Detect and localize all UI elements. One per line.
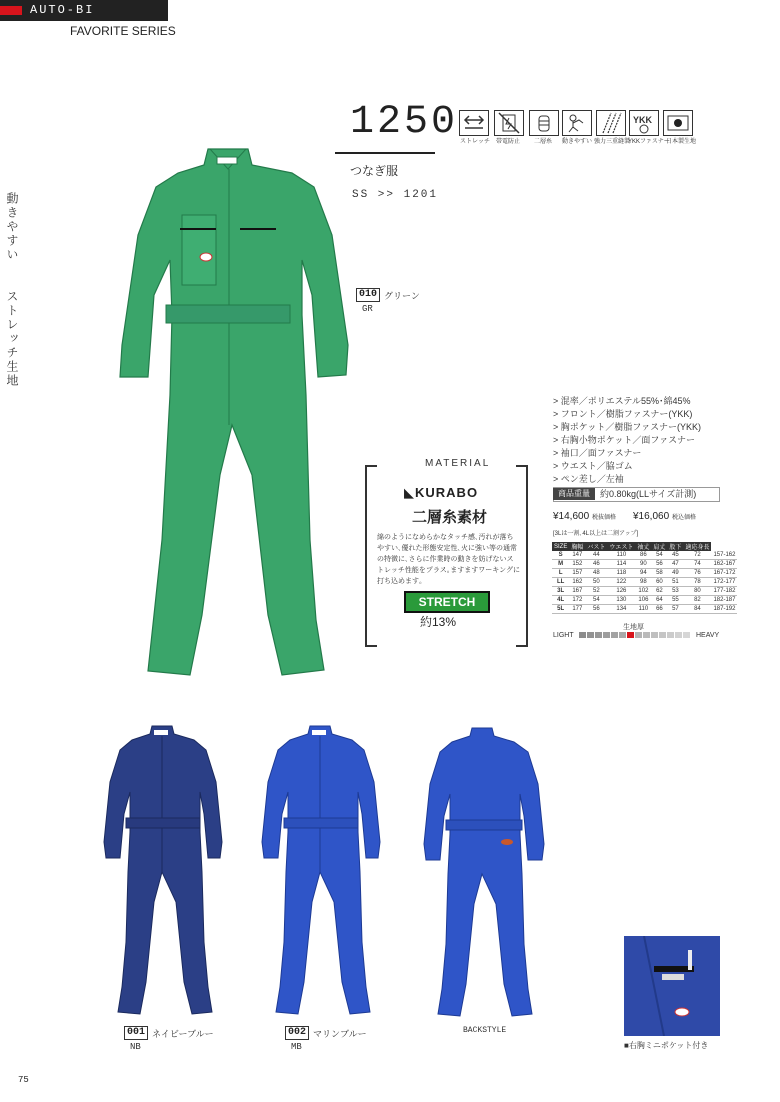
size-table-cell: 157-162 (713, 552, 736, 558)
size-table-cell: 54 (651, 551, 667, 560)
size-table-row (552, 587, 737, 596)
size-table-cell: 98 (635, 578, 651, 587)
double-yarn-icon (529, 110, 559, 136)
size-table-cell: 167 (569, 587, 585, 596)
size-table-cell: 110 (607, 551, 635, 560)
size-table-cell: 52 (585, 587, 607, 596)
navy-coverall-image (96, 722, 228, 1022)
thickness-light: LIGHT (553, 632, 574, 639)
size-table-header: SIZE 胸幅 バスト ウエスト 袖丈 肩丈 股下 適応身長 (554, 543, 710, 551)
size-table-cell: 78 (683, 578, 711, 587)
easy-move-icon (562, 110, 592, 136)
size-table-cell: 72 (683, 551, 711, 560)
thickness-segment (667, 632, 674, 638)
size-table-cell: LL (552, 578, 569, 587)
size-table-cell: 147 (569, 551, 585, 560)
size-table-row (552, 605, 737, 614)
ykk-icon-label: YKKファスナー (628, 139, 670, 145)
size-table-cell: 157 (569, 569, 585, 578)
header-accent (0, 6, 22, 15)
price-tax-included: ¥16,060 税込価格 (633, 511, 696, 522)
size-table-cell: 82 (683, 596, 711, 605)
size-table-cell: L (552, 569, 569, 578)
ykk-icon (629, 110, 659, 136)
weight-value: 約0.80kg(LLサイズ計測) (600, 489, 697, 499)
size-table-cell: 56 (585, 605, 607, 614)
thickness-segment (579, 632, 586, 638)
size-table-cell: 84 (683, 605, 711, 614)
series-title: FAVORITE SERIES (70, 24, 176, 38)
size-table-cell: 74 (683, 560, 711, 569)
size-table-cell: 172-177 (713, 579, 736, 585)
size-table-cell: 102 (635, 587, 651, 596)
size-table-cell: 76 (683, 569, 711, 578)
color-abbr-nb: NB (130, 1042, 141, 1052)
thickness-segment (587, 632, 594, 638)
color-code-gr: 010 (356, 288, 380, 302)
thickness-segment (675, 632, 682, 638)
color-code-nb: 001 (124, 1026, 148, 1040)
page-number: 75 (18, 1075, 29, 1085)
size-table-cell: 66 (651, 605, 667, 614)
size-table-cell: 130 (607, 596, 635, 605)
size-table-cell: 46 (585, 560, 607, 569)
japan-flag-icon (663, 110, 693, 136)
size-table-cell: 64 (651, 596, 667, 605)
side-text-stretch: ストレッチ生地 (5, 290, 19, 388)
size-table-cell: 162 (569, 578, 585, 587)
size-table-cell: 3L (552, 587, 569, 596)
size-table-cell: 162-167 (713, 561, 736, 567)
thickness-segment (595, 632, 602, 638)
size-table-cell: 126 (607, 587, 635, 596)
color-code-mb: 002 (285, 1026, 309, 1040)
weight-label: 商品重量 (553, 488, 595, 500)
related-product: SS >> 1201 (352, 189, 439, 201)
size-table-cell: 55 (667, 596, 683, 605)
size-table-cell: 167-172 (713, 570, 736, 576)
size-table-cell: 118 (607, 569, 635, 578)
easy-move-icon-label: 動きやすい (562, 139, 593, 145)
strength-icon-label: 強力三重縫製 (594, 139, 631, 145)
material-description: 綿のようになめらかなタッチ感､汚れが落ちやすい､優れた形態安定性､火に強い等の通常の特徴に､さらに作業時の動きを妨げないストレッチ性能をプラス｡ますますワーキングに打ち込めます｡ (377, 534, 521, 585)
size-table-cell: 53 (667, 587, 683, 596)
strength-icon (596, 110, 626, 136)
thickness-scale (579, 632, 691, 638)
size-table-cell: 58 (651, 569, 667, 578)
size-table-cell: 50 (585, 578, 607, 587)
size-table-cell: 90 (635, 560, 651, 569)
antistatic-icon (494, 110, 524, 136)
thickness-segment (683, 632, 690, 638)
spec-item: > 袖口／面ファスナー (553, 448, 642, 458)
size-table-cell: 57 (667, 605, 683, 614)
size-table-cell: 45 (667, 551, 683, 560)
size-table-cell: 48 (585, 569, 607, 578)
mini-pocket-photo (624, 936, 720, 1036)
material-title: MATERIAL (425, 458, 491, 469)
size-table-cell: 47 (667, 560, 683, 569)
thickness-segment (643, 632, 650, 638)
color-name-mb: マリンブルー (313, 1029, 367, 1039)
size-table-cell: 152 (569, 560, 585, 569)
backstyle-label: BACKSTYLE (463, 1026, 507, 1035)
thickness-segment (603, 632, 610, 638)
spec-item: > 混率／ポリエステル55%･綿45% (553, 396, 691, 406)
product-number: 1250 (350, 100, 459, 145)
size-table-row (552, 596, 737, 605)
thickness-segment (635, 632, 642, 638)
size-table-cell: 110 (635, 605, 651, 614)
color-abbr-gr: GR (362, 304, 373, 314)
size-table-cell: 106 (635, 596, 651, 605)
spec-item: > ペン差し／左袖 (553, 474, 624, 484)
kurabo-logo: ◣KURABO (404, 485, 479, 500)
price-tax-excluded: ¥14,600 税抜価格 (553, 511, 616, 522)
size-table-cell: 182-187 (713, 597, 736, 603)
size-table-cell: 94 (635, 569, 651, 578)
size-table-cell: 5L (552, 605, 569, 614)
size-table-row (552, 551, 737, 560)
size-table-row (552, 569, 737, 578)
size-table-cell: 177-182 (713, 588, 736, 594)
side-text-movement: 動きやすい (5, 192, 19, 262)
thickness-title: 生地厚 (623, 624, 644, 631)
stretch-percentage: 約13% (420, 615, 457, 629)
thickness-segment (651, 632, 658, 638)
size-table-cell: 44 (585, 551, 607, 560)
size-table-cell: 56 (651, 560, 667, 569)
size-table-cell: 177 (569, 605, 585, 614)
stretch-icon-label: ストレッチ (460, 139, 490, 145)
material-frame-left (365, 465, 377, 647)
thickness-heavy: HEAVY (696, 632, 720, 639)
size-table-cell: 86 (635, 551, 651, 560)
size-table-cell: 51 (667, 578, 683, 587)
stretch-icon (459, 110, 489, 136)
size-table-cell: 114 (607, 560, 635, 569)
brand-name: AUTO-BI (30, 3, 95, 17)
double-yarn-icon-label: 二層糸 (534, 139, 553, 145)
size-table-cell: 80 (683, 587, 711, 596)
size-table (552, 542, 737, 614)
color-name-nb: ネイビーブルー (152, 1029, 214, 1039)
spec-item: > フロント／樹脂ファスナー(YKK) (553, 409, 693, 419)
japan-flag-icon-label: 日本製生地 (666, 139, 697, 145)
marine-coverall-image (254, 722, 386, 1022)
inset-caption: ■右胸ミニポケット付き (624, 1041, 709, 1050)
spec-item: > 右胸小物ポケット／面ファスナー (553, 435, 695, 445)
product-name: つなぎ服 (350, 164, 399, 178)
material-name: 二層糸素材 (412, 509, 488, 526)
size-table-cell: 187-192 (713, 606, 736, 612)
size-table-row (552, 578, 737, 587)
thickness-segment (659, 632, 666, 638)
thickness-segment (627, 632, 634, 638)
size-table-cell: 4L (552, 596, 569, 605)
thickness-segment (619, 632, 626, 638)
size-table-cell: 134 (607, 605, 635, 614)
stretch-badge: STRETCH (404, 591, 490, 613)
svg-text:YKK: YKK (633, 115, 653, 125)
size-table-cell: M (552, 560, 569, 569)
thickness-segment (611, 632, 618, 638)
size-table-cell: 122 (607, 578, 635, 587)
size-table-cell: 49 (667, 569, 683, 578)
size-table-cell: 54 (585, 596, 607, 605)
size-table-cell: 172 (569, 596, 585, 605)
color-name-gr: グリーン (384, 291, 420, 301)
size-table-cell: 60 (651, 578, 667, 587)
size-table-cell: 62 (651, 587, 667, 596)
color-abbr-mb: MB (291, 1042, 302, 1052)
green-coverall-image (92, 145, 354, 690)
size-table-row (552, 560, 737, 569)
size-table-cell: S (552, 551, 569, 560)
size-note: [3Lは一割､4L以上は二割アップ] (553, 531, 639, 537)
backstyle-coverall-image (414, 724, 550, 1024)
antistatic-icon-label: 帯電防止 (496, 139, 521, 145)
spec-item: > 胸ポケット／樹脂ファスナー(YKK) (553, 422, 701, 432)
spec-item: > ウエスト／脇ゴム (553, 461, 633, 471)
